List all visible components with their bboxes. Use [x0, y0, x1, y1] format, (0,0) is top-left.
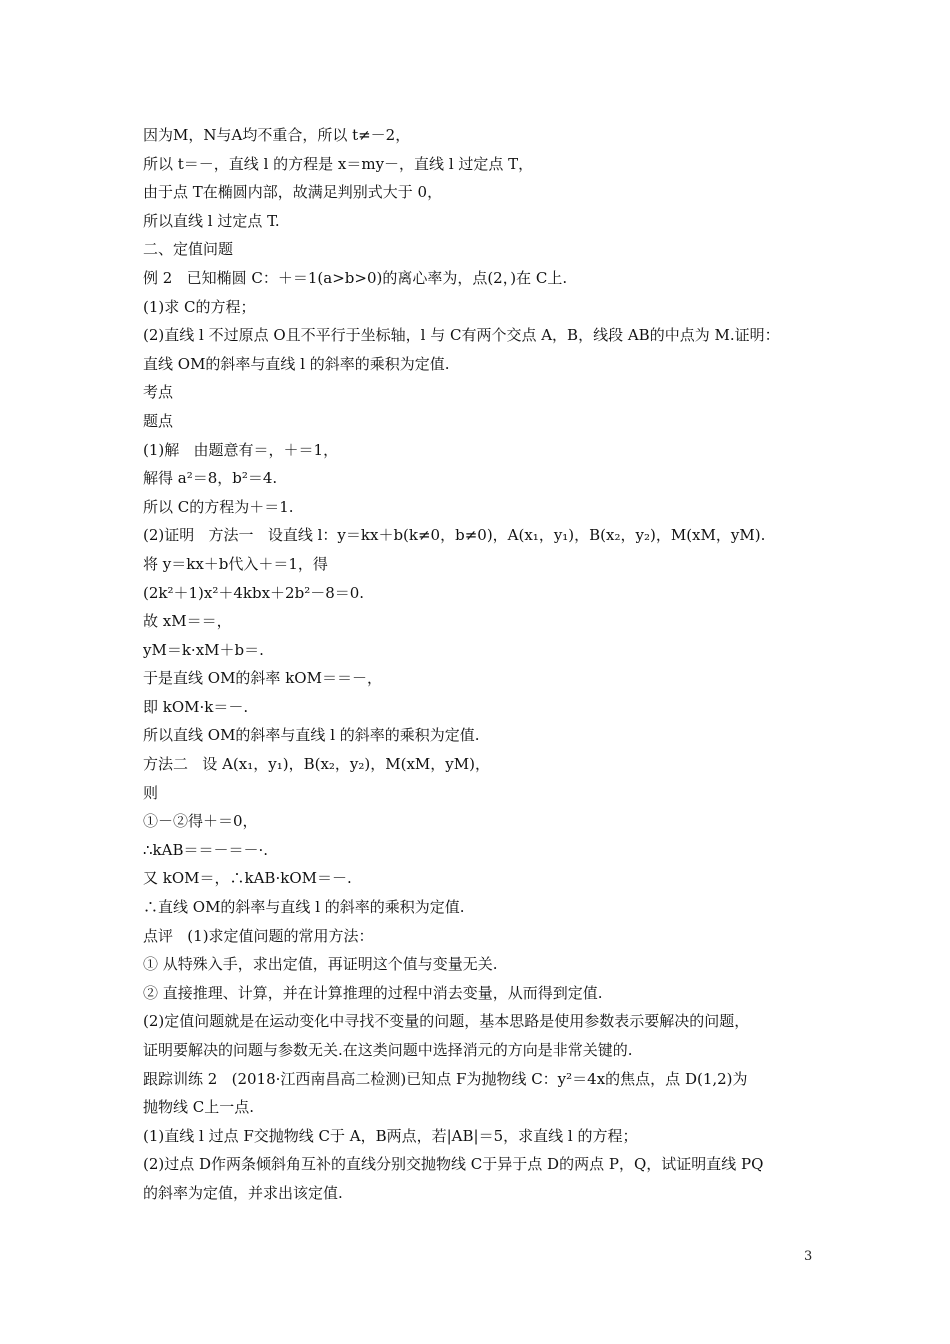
text-line: (1)求 C的方程；	[143, 297, 256, 316]
document-body	[143, 121, 823, 1208]
text-line: 又 kOM＝，∴kAB·kOM＝－.	[143, 869, 352, 888]
text-line: 故 xM＝＝，	[143, 612, 232, 631]
text-line: (2)证明 方法一 设直线 l：y＝kx＋b(k≠0，b≠0)，A(x₁，y₁)，B(x₂，y₂)，M(xM，yM).	[143, 526, 766, 545]
text-line: ① 从特殊入手，求出定值，再证明这个值与变量无关.	[143, 955, 498, 974]
text-line: 题点	[143, 411, 174, 430]
text-line: 考点	[143, 383, 174, 402]
text-line: yM＝k·xM＋b＝.	[143, 640, 264, 659]
text-line: ∴kAB＝＝－＝－·.	[143, 840, 269, 859]
text-line: 所以直线 OM的斜率与直线 l 的斜率的乘积为定值.	[143, 726, 480, 745]
text-line: 直线 OM的斜率与直线 l 的斜率的乘积为定值.	[143, 354, 450, 373]
text-line: 由于点 T在椭圆内部，故满足判别式大于 0，	[143, 183, 443, 202]
example-statement: 例 2 已知椭圆 C：＋＝1(a>b>0)的离心率为，点(2，)在 C上.	[143, 268, 568, 287]
text-line: ② 直接推理、计算，并在计算推理的过程中消去变量，从而得到定值.	[143, 983, 603, 1002]
text-line: 则	[143, 783, 159, 802]
text-line: 所以 t＝－，直线 l 的方程是 x＝my－，直线 l 过定点 T，	[143, 154, 534, 173]
text-line: 即 kOM·k＝－.	[143, 697, 249, 716]
text-line: ∴直线 OM的斜率与直线 l 的斜率的乘积为定值.	[143, 898, 465, 917]
text-line: 于是直线 OM的斜率 kOM＝＝－，	[143, 669, 382, 688]
text-line: 证明要解决的问题与参数无关.在这类问题中选择消元的方向是非常关键的.	[143, 1041, 633, 1059]
text-line: 抛物线 C上一点.	[143, 1098, 255, 1117]
text-line: 因为M，N与A均不重合，所以 t≠－2，	[143, 126, 411, 144]
section-heading: 二、定值问题	[143, 240, 234, 259]
text-line: ①－②得＋＝0，	[143, 812, 258, 831]
text-line: 点评 (1)求定值问题的常用方法：	[143, 926, 374, 945]
text-line: 所以 C的方程为＋＝1.	[143, 497, 294, 516]
exercise-statement: 跟踪训练 2 (2018·江西南昌高二检测)已知点 F为抛物线 C：y²＝4x的焦点，点 D(1,2)为	[143, 1069, 748, 1088]
text-line: 方法二 设 A(x₁，y₁)，B(x₂，y₂)，M(xM，yM)，	[143, 755, 490, 774]
text-line: 解得 a²＝8，b²＝4.	[143, 469, 278, 488]
text-line: (1)直线 l 过点 F交抛物线 C于 A，B两点，若|AB|＝5，求直线 l 的方程；	[143, 1126, 638, 1145]
text-line: (2k²＋1)x²＋4kbx＋2b²－8＝0.	[143, 583, 365, 602]
text-line: 将 y＝kx＋b代入＋＝1，得	[143, 554, 328, 573]
text-line: 所以直线 l 过定点 T.	[143, 211, 280, 230]
text-line: 的斜率为定值，并求出该定值.	[143, 1183, 343, 1202]
text-line: (2)定值问题就是在运动变化中寻找不变量的问题，基本思路是使用参数表示要解决的问题，	[143, 1012, 750, 1031]
page-number: 3	[804, 1249, 813, 1264]
text-line: (1)解 由题意有＝，＋＝1，	[143, 440, 339, 459]
text-line: (2)直线 l 不过原点 O且不平行于坐标轴，l 与 C有两个交点 A，B，线段 AB的中点为 M.证明：	[143, 326, 780, 345]
text-line: (2)过点 D作两条倾斜角互补的直线分别交抛物线 C于异于点 D的两点 P，Q，试证明直线 PQ	[143, 1155, 764, 1174]
